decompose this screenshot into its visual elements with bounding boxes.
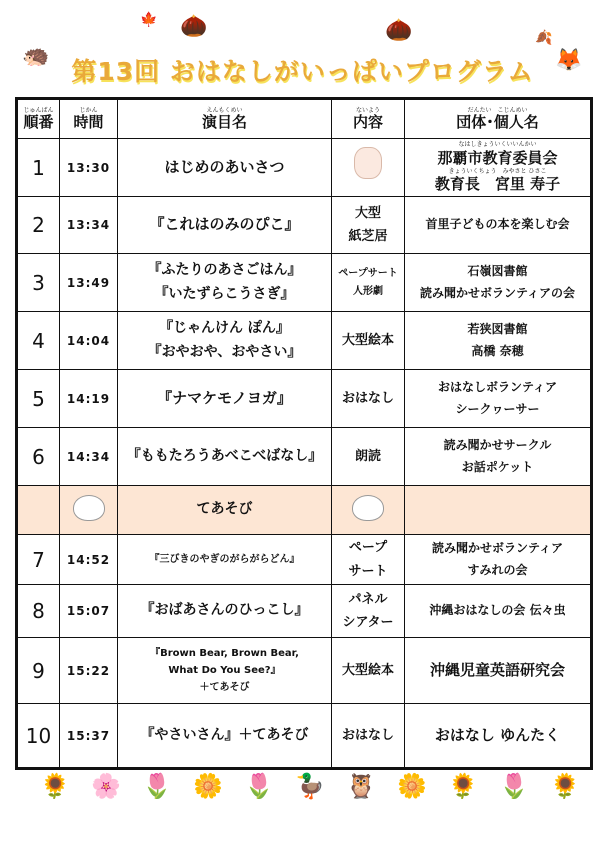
- cell-line: おはなし: [341, 390, 394, 406]
- cell-line: 若狭図書館: [467, 321, 528, 336]
- start-time: 13:30: [60, 139, 118, 197]
- table-row: [17, 254, 592, 312]
- order-number: 10: [17, 704, 60, 769]
- cell-line: 『やさいさん』＋てあそび: [140, 726, 309, 743]
- table-row: [17, 312, 592, 370]
- bunny-reading-illustration-icon: [354, 147, 382, 179]
- performer-group: [405, 704, 592, 769]
- performer-group: [405, 370, 592, 428]
- order-number: 2: [17, 197, 60, 254]
- sunflower-icon: 🌻: [550, 772, 580, 800]
- cell-line: 高橋 奈穂: [471, 343, 524, 358]
- cell-line: パネル: [348, 591, 388, 607]
- acorn-illustration-icon: 🌰: [385, 18, 413, 43]
- performer-group: [405, 428, 592, 486]
- table-header: [17, 99, 592, 139]
- cat-illustration-icon: [352, 495, 384, 521]
- sunflower-icon: 🌻: [448, 772, 478, 800]
- order-number: 6: [17, 428, 60, 486]
- program-type: [332, 197, 405, 254]
- cell-line: 『おやおや、おやさい』: [147, 343, 302, 360]
- cell-line: 大型絵本: [341, 332, 394, 348]
- cell-line: 読み聞かせボランティア: [431, 540, 564, 555]
- order-number: 9: [17, 638, 60, 704]
- chestnut-illustration-icon: 🌰: [180, 14, 208, 39]
- program-type: [332, 704, 405, 769]
- program-type: [332, 638, 405, 704]
- program-type: [332, 535, 405, 585]
- program-title: [118, 535, 332, 585]
- program-type: [332, 254, 405, 312]
- program-title: [118, 428, 332, 486]
- program-title: [118, 704, 332, 769]
- table-row: [17, 370, 592, 428]
- cell-line: 『ナマケモノヨガ』: [157, 388, 292, 407]
- program-title: [118, 197, 332, 254]
- cell-line: おはなしボランティア: [437, 379, 558, 394]
- performer-group: [405, 585, 592, 638]
- program-title: [118, 585, 332, 638]
- cell-line: ペープサート: [338, 267, 398, 279]
- performer-group: [405, 535, 592, 585]
- cell-line: ペープ: [348, 540, 388, 556]
- cell-line: 沖縄児童英語研究会: [429, 661, 565, 679]
- order-number: 4: [17, 312, 60, 370]
- start-time: 14:19: [60, 370, 118, 428]
- tulip-icon: 🌷: [244, 772, 274, 800]
- tulip-icon: 🌷: [142, 772, 172, 800]
- start-time: 13:49: [60, 254, 118, 312]
- cell-line: ＋てあそび: [199, 682, 250, 693]
- tulip-icon: 🌷: [499, 772, 529, 800]
- lily-icon: 🌼: [397, 772, 427, 800]
- header-no: じゅんばん 順番: [17, 99, 60, 139]
- cell-line: シアター: [342, 615, 394, 630]
- break-row: [17, 486, 592, 535]
- header-group: だんたい こじんめい 団体･個人名: [405, 99, 592, 139]
- order-number: 3: [17, 254, 60, 312]
- table-row: [17, 197, 592, 254]
- leaf-icon: 🍂: [535, 30, 553, 46]
- page-title: 第13回 おはなしがいっぱいプログラム: [71, 57, 534, 86]
- cell-line: 人形劇: [353, 285, 383, 297]
- program-title: [118, 370, 332, 428]
- table-row: [17, 585, 592, 638]
- program-title: [118, 638, 332, 704]
- table-row: [17, 535, 592, 585]
- break-label: てあそび: [118, 486, 332, 535]
- performer-group: [405, 638, 592, 704]
- cell-line: 大型: [354, 205, 381, 221]
- table-row: [17, 139, 592, 197]
- cell-line: 読み聞かせボランティアの会: [419, 285, 576, 300]
- duck-icon: 🦆: [295, 772, 325, 800]
- order-number: 8: [17, 585, 60, 638]
- order-number: 1: [17, 139, 60, 197]
- performer-group: [405, 197, 592, 254]
- flower-icon: 🌸: [91, 772, 121, 800]
- cell-line: すみれの会: [467, 562, 528, 577]
- cell-line: おはなし ゆんたく: [434, 726, 561, 744]
- cell-line: 沖縄おはなしの会 伝々虫: [429, 603, 566, 618]
- program-title: [118, 254, 332, 312]
- performer-group: [405, 254, 592, 312]
- cell-line: 『三びきのやぎのがらがらどん』: [149, 554, 300, 565]
- cell-line: 読み聞かせサークル: [443, 437, 552, 452]
- program-type: [332, 428, 405, 486]
- cell-line: 『これはのみのぴこ』: [149, 215, 300, 234]
- start-time: 15:22: [60, 638, 118, 704]
- cell-line: 首里子どもの本を楽しむ会: [425, 217, 570, 232]
- start-time: 15:37: [60, 704, 118, 769]
- start-time: 14:52: [60, 535, 118, 585]
- cell-line: What Do You See?』: [168, 665, 281, 676]
- cell-line: 『じゃんけん ぽん』: [159, 319, 290, 336]
- header-type: ないよう 内容: [332, 99, 405, 139]
- program-type: [332, 370, 405, 428]
- hedgehog-illustration-icon: 🦔: [22, 44, 50, 69]
- cell-line: サート: [348, 563, 388, 579]
- header-program: えんもくめい 演目名: [118, 99, 332, 139]
- leaf-icon: 🍁: [140, 12, 158, 28]
- sunflower-icon: 🌻: [40, 772, 70, 800]
- cell-line: 『Brown Bear, Brown Bear,: [150, 648, 299, 659]
- cat-illustration-icon: [73, 495, 105, 521]
- cell-line: おはなし: [341, 727, 394, 743]
- program-type: [332, 312, 405, 370]
- program-table: [15, 97, 593, 770]
- cell-line: 『いたずらこうさぎ』: [154, 285, 295, 302]
- cell-line: 『ももたろうあべこべばなし』: [126, 447, 323, 464]
- program-title: [118, 312, 332, 370]
- cell-line: シークヮーサー: [455, 401, 540, 416]
- start-time: 14:34: [60, 428, 118, 486]
- start-time: 15:07: [60, 585, 118, 638]
- table-row: [17, 704, 592, 769]
- cell-line: 大型絵本: [341, 662, 394, 678]
- fox-illustration-icon: 🦊: [555, 48, 583, 73]
- lily-icon: 🌼: [193, 772, 223, 800]
- cell-line: 『おばあさんのひっこし』: [140, 602, 309, 619]
- performer-group: [405, 312, 592, 370]
- owl-icon: 🦉: [346, 772, 376, 800]
- cell-line: 石嶺図書館: [467, 263, 528, 278]
- performer-group: なはしきょういくいいんかい 那覇市教育委員会 きょういくちょう みやさと ひさこ 教育長 宮里 寿子: [405, 139, 592, 197]
- header-time: じかん 時間: [60, 99, 118, 139]
- order-number: 7: [17, 535, 60, 585]
- cell-line: 『ふたりのあさごはん』: [147, 261, 302, 278]
- table-row: [17, 638, 592, 704]
- cell-line: 紙芝居: [348, 229, 388, 244]
- start-time: 14:04: [60, 312, 118, 370]
- start-time: 13:34: [60, 197, 118, 254]
- program-type: [332, 139, 405, 197]
- program-type: [332, 585, 405, 638]
- cell-line: 朗読: [354, 448, 381, 464]
- order-number: 5: [17, 370, 60, 428]
- cell-line: お話ポケット: [461, 459, 534, 474]
- flower-border: [40, 772, 580, 800]
- cell-line: はじめのあいさつ: [164, 157, 285, 176]
- table-row: [17, 428, 592, 486]
- program-title: [118, 139, 332, 197]
